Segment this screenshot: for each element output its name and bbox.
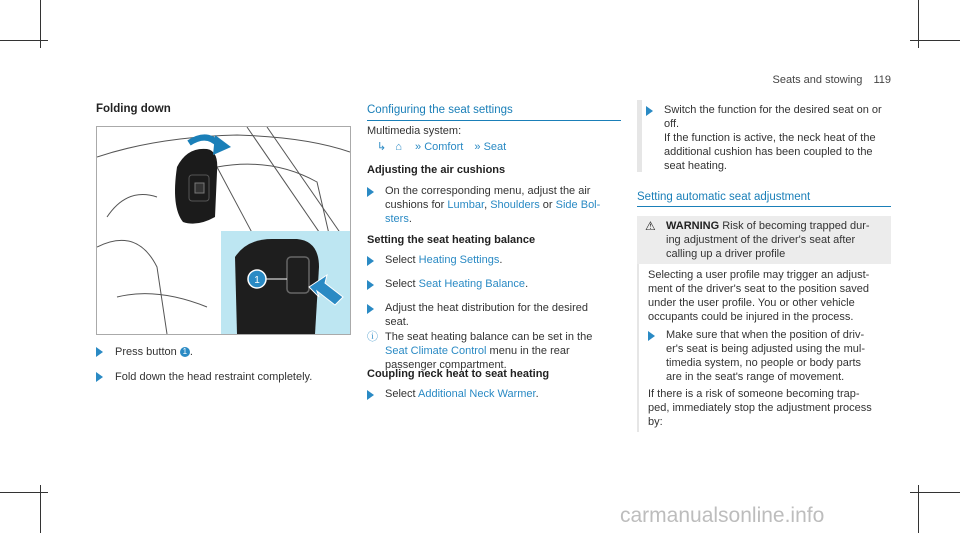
side-bolsters-option: Side Bol-: [555, 199, 601, 211]
step-line: seat heating.: [664, 160, 727, 172]
folding-down-heading: Folding down: [96, 103, 171, 115]
additional-neck-warmer-option: Additional Neck Warmer: [418, 388, 536, 400]
warning-risk: Risk of becoming trapped dur-: [719, 220, 870, 232]
step-arrow-icon: [646, 106, 653, 116]
step-line: Make sure that when the position of driv-: [666, 329, 865, 341]
para-line: under the user profile. You or other vehicle: [648, 297, 855, 309]
para-line: If there is a risk of someone becoming trap-: [648, 388, 860, 400]
make-sure-step: [666, 328, 865, 384]
heading-rule: [367, 120, 621, 121]
step-line: Adjust the heat distribution for the desired: [385, 302, 589, 314]
crop-mark: [910, 492, 960, 493]
step-arrow-icon: [367, 187, 374, 197]
crop-mark: [0, 492, 48, 493]
para-line: Selecting a user profile may trigger an adjust-: [648, 269, 870, 281]
air-cushions-heading: Adjusting the air cushions: [367, 164, 506, 176]
automatic-adjustment-heading: Setting automatic seat adjustment: [637, 191, 811, 203]
separator: ,: [484, 199, 491, 211]
warning-side-bar: [637, 264, 639, 432]
lumbar-option: Lumbar: [447, 199, 485, 211]
note-rest: menu in the rear: [486, 345, 570, 357]
separator: or: [539, 199, 556, 211]
para-line: ment of the driver's seat to the position saved: [648, 283, 869, 295]
nav-chevron-icon: »: [474, 141, 481, 153]
crop-mark: [910, 40, 960, 41]
step-line: seat.: [385, 316, 409, 328]
seat-climate-control-link: Seat Climate Control: [385, 345, 487, 357]
crop-mark: [0, 40, 48, 41]
press-button-step: [115, 345, 193, 359]
heat-step-3: [385, 301, 588, 329]
step-text: Press button: [115, 346, 180, 358]
warning-triangle-icon: ⚠: [645, 219, 656, 233]
warning-label: WARNING: [666, 220, 720, 232]
step-line: off.: [664, 118, 680, 130]
page-number: 119: [873, 74, 891, 86]
step-arrow-icon: [367, 256, 374, 266]
section-title: Seats and stowing: [772, 74, 863, 86]
warning-text: [666, 219, 870, 261]
step-end: .: [535, 388, 539, 400]
step-arrow-icon: [367, 280, 374, 290]
heat-step-1: [385, 253, 502, 267]
seat-heating-balance-option: Seat Heating Balance: [418, 278, 526, 290]
step-line: timedia system, no people or body parts: [666, 357, 862, 369]
step-line: additional cushion has been coupled to the: [664, 146, 873, 158]
step-line: On the corresponding menu, adjust the air: [385, 185, 591, 197]
fold-step: Fold down the head restraint completely.: [115, 371, 313, 383]
air-cushion-step: [385, 184, 600, 226]
heat-step-2: [385, 277, 528, 291]
nav-chevron-icon: »: [415, 141, 422, 153]
home-icon: ⌂: [395, 141, 402, 153]
step-arrow-icon: [96, 347, 103, 357]
step-arrow-icon: [367, 304, 374, 314]
neck-heat-heading: Coupling neck heat to seat heating: [367, 368, 550, 380]
warning-line: ing adjustment of the driver's seat after: [666, 234, 856, 246]
step-arrow-icon: [96, 372, 103, 382]
step-end: .: [525, 278, 529, 290]
callout-1-icon: 1: [180, 347, 190, 357]
note-line: The seat heating balance can be set in the: [385, 331, 593, 343]
page-header: [773, 74, 892, 86]
svg-text:1: 1: [254, 275, 260, 286]
step-end: .: [408, 213, 412, 225]
multimedia-label: Multimedia system:: [367, 125, 462, 137]
para-line: ped, immediately stop the adjustment process: [648, 402, 872, 414]
step-line: [385, 198, 600, 212]
heating-balance-heading: Setting the seat heating balance: [367, 234, 536, 246]
nav-path: [377, 140, 506, 154]
step-arrow-icon: [648, 331, 655, 341]
shoulders-option: Shoulders: [490, 199, 540, 211]
para-line: by:: [648, 416, 663, 428]
configuring-heading: Configuring the seat settings: [367, 104, 513, 116]
note-line: [385, 344, 592, 358]
switch-function-step: [664, 103, 882, 173]
step-continuation-bar: [637, 100, 642, 172]
step-end: .: [499, 254, 503, 266]
seat-illustration: [96, 126, 351, 335]
nav-seat: Seat: [483, 141, 507, 153]
step-prefix: Select: [385, 254, 419, 266]
step-line: [385, 212, 600, 226]
warning-line: [666, 219, 870, 233]
heading-rule: [637, 206, 891, 207]
nav-comfort: Comfort: [424, 141, 464, 153]
step-line: are in the seat's range of movement.: [666, 371, 845, 383]
step-arrow-icon: [367, 390, 374, 400]
warning-paragraph-1: [648, 268, 869, 324]
neck-step: [385, 387, 539, 401]
note-line: passenger compartment.: [385, 359, 507, 371]
side-bolsters-option-end: sters: [385, 213, 409, 225]
step-end: .: [189, 346, 193, 358]
heating-settings-option: Heating Settings: [418, 254, 500, 266]
step-line: If the function is active, the neck heat of the: [664, 132, 876, 144]
step-prefix: cushions for: [385, 199, 448, 211]
step-line: Switch the function for the desired seat on or: [664, 104, 882, 116]
seat-drawing: [97, 127, 350, 334]
para-line: occupants could be injured in the process.: [648, 311, 854, 323]
warning-line: calling up a driver profile: [666, 248, 786, 260]
watermark: carmanualsonline.info: [620, 504, 825, 527]
info-note: [385, 330, 592, 372]
nav-return-icon: ↳: [377, 141, 387, 153]
warning-paragraph-2: [648, 387, 872, 429]
step-prefix: Select: [385, 278, 419, 290]
step-line: er's seat is being adjusted using the mul-: [666, 343, 865, 355]
info-icon: ⓘ: [367, 331, 378, 343]
step-prefix: Select: [385, 388, 419, 400]
